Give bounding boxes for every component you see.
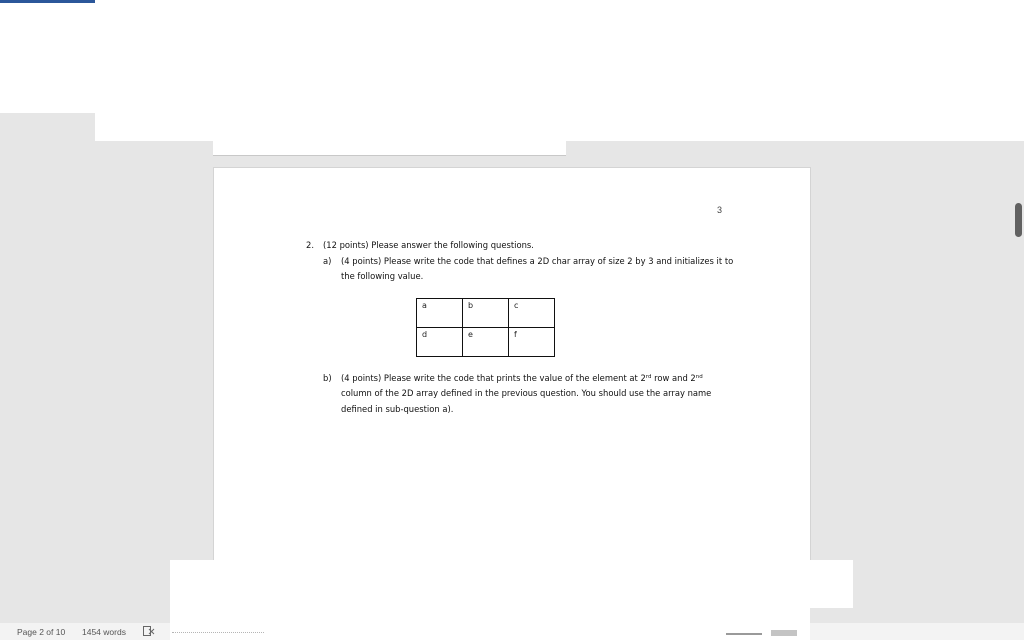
question-2 [306,238,736,254]
zoom-slider-partial[interactable] [771,630,797,636]
ribbon-accent-bar [0,0,95,3]
page-number: 3 [716,205,722,215]
superscript-nd: nd [695,373,703,380]
char-array-table [416,298,555,357]
blank-overlay [170,560,853,608]
superscript-rd: rd [645,373,652,380]
table-row [417,299,555,328]
table-cell: b [463,299,509,328]
vertical-scrollbar-thumb[interactable] [1015,203,1022,237]
table-row [417,328,555,357]
part-b-text [341,371,736,418]
table-cell: c [509,299,555,328]
part-b-text-1: (4 points) Please write the code that prints the value of the element at 2 [341,372,646,383]
part-a-text: (4 points) Please write the code that defines a 2D char array of size 2 by 3 and initializes it to the following value. [341,255,734,281]
question-text: (12 points) Please answer the following questions. [323,240,534,250]
previous-page-bottom [213,141,566,156]
document-page[interactable] [213,167,811,597]
canvas-margin-left [0,113,95,623]
table-cell: e [463,328,509,357]
part-a-label: a) [323,255,332,266]
part-b-text-2: row and 2 [651,372,696,383]
status-bar-blank-overlay [170,608,810,640]
proofing-check-icon[interactable] [143,626,155,638]
page-count-status[interactable]: Page 2 of 10 [17,627,66,637]
language-status-partial [172,632,264,636]
part-b-text-3: column of the 2D array defined in the previous question. You should use the array name defined in sub-question a). [341,388,712,414]
table-cell: d [417,328,463,357]
question-number: 2. [306,240,314,250]
part-a [323,254,736,285]
view-controls-partial [726,633,762,635]
table-cell: a [417,299,463,328]
word-count-status[interactable]: 1454 words [82,627,126,637]
part-b-label: b) [323,372,332,383]
table-cell: f [509,328,555,357]
proofing-check-icon-glyph [143,626,155,636]
part-b [323,371,736,418]
